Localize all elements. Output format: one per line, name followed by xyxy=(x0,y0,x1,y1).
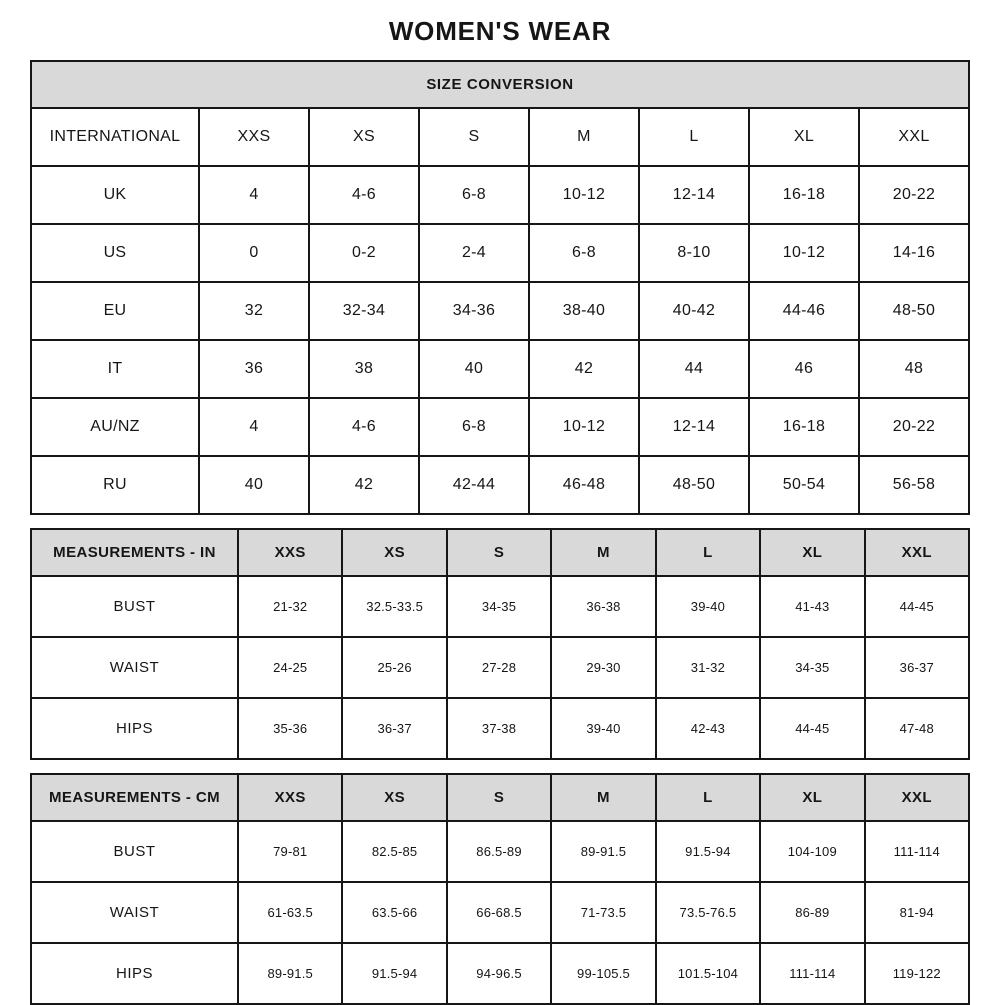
measurement-cell: 89-91.5 xyxy=(551,821,655,882)
size-cell: 32-34 xyxy=(309,282,419,340)
table-row xyxy=(31,340,969,398)
size-cell: 20-22 xyxy=(859,166,969,224)
row-label: AU/NZ xyxy=(31,398,199,456)
measurements-in-title: MEASUREMENTS - IN xyxy=(31,529,238,576)
size-header: M xyxy=(551,774,655,821)
measurement-cell: 104-109 xyxy=(760,821,864,882)
measurement-cell: 31-32 xyxy=(656,637,760,698)
size-cell: 44-46 xyxy=(749,282,859,340)
measurement-cell: 34-35 xyxy=(760,637,864,698)
size-chart-page xyxy=(30,0,970,1005)
size-cell: 16-18 xyxy=(749,166,859,224)
size-header: S xyxy=(447,529,551,576)
measurement-cell: 73.5-76.5 xyxy=(656,882,760,943)
row-label: US xyxy=(31,224,199,282)
size-cell: 6-8 xyxy=(529,224,639,282)
size-cell: 10-12 xyxy=(529,398,639,456)
size-cell: 8-10 xyxy=(639,224,749,282)
measurement-cell: 79-81 xyxy=(238,821,342,882)
page-title: WOMEN'S WEAR xyxy=(388,16,612,46)
size-cell: 10-12 xyxy=(749,224,859,282)
size-cell: XL xyxy=(749,108,859,166)
size-cell: 10-12 xyxy=(529,166,639,224)
measurement-cell: 101.5-104 xyxy=(656,943,760,1004)
size-cell: 42-44 xyxy=(419,456,529,514)
table-row xyxy=(31,882,969,943)
row-label: HIPS xyxy=(31,943,238,1004)
table-row xyxy=(31,943,969,1004)
measurement-cell: 25-26 xyxy=(342,637,446,698)
table-row xyxy=(31,224,969,282)
measurement-cell: 44-45 xyxy=(760,698,864,759)
measurements-cm-title: MEASUREMENTS - CM xyxy=(31,774,238,821)
measurement-cell: 99-105.5 xyxy=(551,943,655,1004)
measurement-cell: 91.5-94 xyxy=(656,821,760,882)
size-cell: 12-14 xyxy=(639,398,749,456)
size-cell: 12-14 xyxy=(639,166,749,224)
measurement-cell: 61-63.5 xyxy=(238,882,342,943)
size-cell: XXS xyxy=(199,108,309,166)
measurement-cell: 42-43 xyxy=(656,698,760,759)
measurement-cell: 89-91.5 xyxy=(238,943,342,1004)
size-cell: 50-54 xyxy=(749,456,859,514)
table-row xyxy=(31,821,969,882)
size-header: M xyxy=(551,529,655,576)
row-label: EU xyxy=(31,282,199,340)
size-cell: 6-8 xyxy=(419,398,529,456)
measurement-cell: 94-96.5 xyxy=(447,943,551,1004)
measurement-cell: 44-45 xyxy=(865,576,969,637)
row-label: BUST xyxy=(31,821,238,882)
measurement-cell: 86-89 xyxy=(760,882,864,943)
size-conversion-table xyxy=(30,60,970,515)
size-header: XL xyxy=(760,774,864,821)
measurement-cell: 111-114 xyxy=(760,943,864,1004)
size-cell: 4-6 xyxy=(309,398,419,456)
table-row xyxy=(31,637,969,698)
size-conversion-title: SIZE CONVERSION xyxy=(31,61,969,108)
measurement-cell: 86.5-89 xyxy=(447,821,551,882)
table-header-row xyxy=(31,529,969,576)
size-cell: 46 xyxy=(749,340,859,398)
table-header-row xyxy=(31,774,969,821)
measurement-cell: 24-25 xyxy=(238,637,342,698)
row-label: INTERNATIONAL xyxy=(31,108,199,166)
size-cell: 0 xyxy=(199,224,309,282)
table-row xyxy=(31,456,969,514)
size-cell: 6-8 xyxy=(419,166,529,224)
row-label: HIPS xyxy=(31,698,238,759)
size-cell: 46-48 xyxy=(529,456,639,514)
size-header: XL xyxy=(760,529,864,576)
size-header: L xyxy=(656,774,760,821)
size-cell: XS xyxy=(309,108,419,166)
measurement-cell: 21-32 xyxy=(238,576,342,637)
size-cell: 32 xyxy=(199,282,309,340)
measurement-cell: 47-48 xyxy=(865,698,969,759)
size-header: XS xyxy=(342,529,446,576)
size-cell: 48-50 xyxy=(639,456,749,514)
size-cell: 4 xyxy=(199,398,309,456)
measurement-cell: 32.5-33.5 xyxy=(342,576,446,637)
measurement-cell: 34-35 xyxy=(447,576,551,637)
measurement-cell: 36-38 xyxy=(551,576,655,637)
table-row xyxy=(31,282,969,340)
measurement-cell: 37-38 xyxy=(447,698,551,759)
size-cell: 56-58 xyxy=(859,456,969,514)
size-header: XS xyxy=(342,774,446,821)
measurement-cell: 71-73.5 xyxy=(551,882,655,943)
row-label: RU xyxy=(31,456,199,514)
measurement-cell: 36-37 xyxy=(865,637,969,698)
row-label: BUST xyxy=(31,576,238,637)
size-cell: 0-2 xyxy=(309,224,419,282)
measurement-cell: 82.5-85 xyxy=(342,821,446,882)
table-row xyxy=(31,698,969,759)
measurement-cell: 39-40 xyxy=(551,698,655,759)
size-cell: XXL xyxy=(859,108,969,166)
measurement-cell: 29-30 xyxy=(551,637,655,698)
size-cell: 48-50 xyxy=(859,282,969,340)
size-cell: 4-6 xyxy=(309,166,419,224)
size-cell: 44 xyxy=(639,340,749,398)
size-cell: 16-18 xyxy=(749,398,859,456)
size-header: XXL xyxy=(865,529,969,576)
measurement-cell: 111-114 xyxy=(865,821,969,882)
size-cell: 36 xyxy=(199,340,309,398)
measurements-in-table xyxy=(30,528,970,760)
size-cell: 40-42 xyxy=(639,282,749,340)
measurement-cell: 36-37 xyxy=(342,698,446,759)
size-cell: 42 xyxy=(529,340,639,398)
measurement-cell: 66-68.5 xyxy=(447,882,551,943)
size-header: S xyxy=(447,774,551,821)
size-header: XXS xyxy=(238,529,342,576)
size-cell: 48 xyxy=(859,340,969,398)
size-cell: 4 xyxy=(199,166,309,224)
size-cell: 40 xyxy=(199,456,309,514)
measurement-cell: 91.5-94 xyxy=(342,943,446,1004)
size-cell: 40 xyxy=(419,340,529,398)
size-cell: 20-22 xyxy=(859,398,969,456)
measurement-cell: 63.5-66 xyxy=(342,882,446,943)
size-header: XXS xyxy=(238,774,342,821)
measurement-cell: 35-36 xyxy=(238,698,342,759)
measurement-cell: 27-28 xyxy=(447,637,551,698)
size-cell: L xyxy=(639,108,749,166)
row-label: WAIST xyxy=(31,637,238,698)
row-label: WAIST xyxy=(31,882,238,943)
table-row xyxy=(31,166,969,224)
size-cell: 38 xyxy=(309,340,419,398)
size-conversion-caption-row xyxy=(31,61,969,108)
table-row xyxy=(31,398,969,456)
row-label: UK xyxy=(31,166,199,224)
row-label: IT xyxy=(31,340,199,398)
size-cell: 38-40 xyxy=(529,282,639,340)
size-cell: S xyxy=(419,108,529,166)
size-cell: 42 xyxy=(309,456,419,514)
size-header: XXL xyxy=(865,774,969,821)
table-row xyxy=(31,576,969,637)
size-cell: 14-16 xyxy=(859,224,969,282)
measurement-cell: 39-40 xyxy=(656,576,760,637)
measurement-cell: 119-122 xyxy=(865,943,969,1004)
measurement-cell: 81-94 xyxy=(865,882,969,943)
size-cell: M xyxy=(529,108,639,166)
size-cell: 2-4 xyxy=(419,224,529,282)
measurements-cm-table xyxy=(30,773,970,1005)
size-cell: 34-36 xyxy=(419,282,529,340)
size-header: L xyxy=(656,529,760,576)
measurement-cell: 41-43 xyxy=(760,576,864,637)
table-row xyxy=(31,108,969,166)
